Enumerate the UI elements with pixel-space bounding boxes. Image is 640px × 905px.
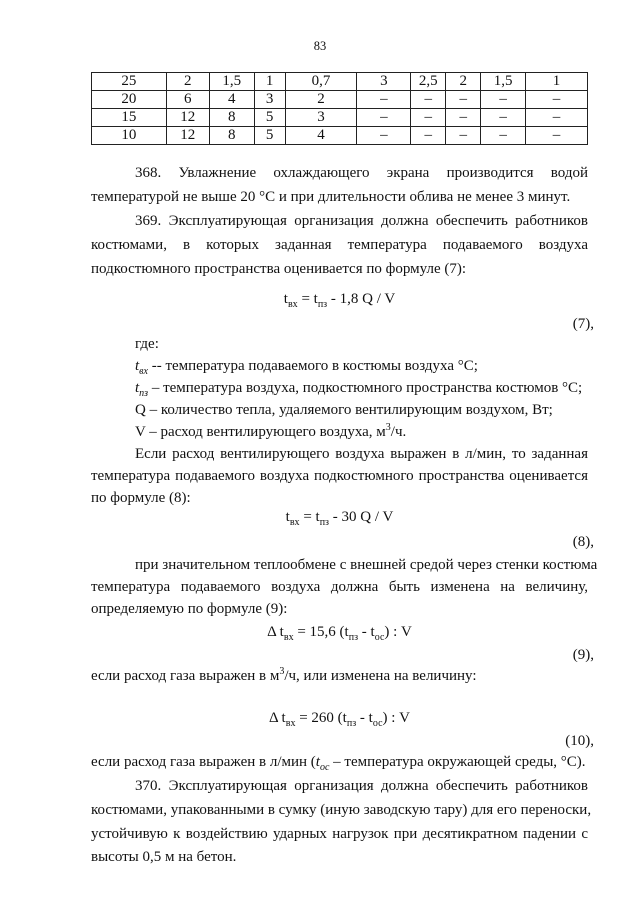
table-row [92, 109, 588, 127]
formula-10: Δ $t_{вх} = 260$ $(t_{пз} - t_{ос})$ : V [268, 710, 411, 729]
table-cell: 3 [254, 91, 285, 109]
table-cell: – [357, 109, 411, 127]
p-heat-line2: температура подаваемого воздуха должна быть изменена на величину, [91, 579, 588, 595]
table-cell: 3 [357, 73, 411, 91]
formula-8-number: (8), [572, 534, 594, 550]
data-table [91, 72, 588, 145]
formula-7: $t_{вх} = t_{пз} - 1,8$ Q / V [283, 291, 396, 310]
table-cell: 2 [446, 73, 481, 91]
table-cell: 25 [92, 73, 167, 91]
table-cell: 4 [285, 127, 357, 145]
where-label: где: [135, 336, 159, 352]
table-row [92, 127, 588, 145]
table-cell: – [446, 109, 481, 127]
p369-line3: подкостюмного пространства оценивается по формуле (7): [91, 261, 467, 277]
table-row [92, 73, 588, 91]
table-cell: 10 [92, 127, 167, 145]
table-cell: 6 [166, 91, 209, 109]
table-cell: 8 [209, 109, 254, 127]
formula-7-number: (7), [572, 316, 594, 332]
where-tpz: $t_{пз}$ – температура воздуха, подкостюмного пространства костюмов °С; [135, 380, 583, 399]
table-cell: – [357, 127, 411, 145]
table-cell: – [526, 91, 588, 109]
table-cell: – [446, 127, 481, 145]
table-cell: 1 [526, 73, 588, 91]
table-cell: 12 [166, 109, 209, 127]
formula-10-number: (10), [565, 733, 594, 749]
table-cell: – [481, 127, 526, 145]
table-cell: 2,5 [411, 73, 446, 91]
p-lmin2: если расход газа выражен в л/мин ($t_{ос}$ – температура окружающей среды, °С). [91, 754, 586, 773]
table-cell: – [411, 91, 446, 109]
table-cell: – [481, 91, 526, 109]
p369-line2: костюмами, в которых заданная температура подаваемого воздуха [91, 237, 588, 253]
table-cell: 1,5 [209, 73, 254, 91]
p370-line4: высоты 0,5 м на бетон. [91, 849, 237, 865]
p-heat-line1: при значительном теплообмене с внешней средой через стенки костюма [135, 557, 598, 573]
p370-line3: устойчивую к воздействию ударных нагрузок при десятикратном падении с [91, 826, 588, 842]
p-lmin-line2: температура подаваемого воздуха подкостюмного пространства оценивается [91, 468, 588, 484]
p368-line2: температурой не выше 20 °С и при длительности облива не менее 3 минут. [91, 189, 571, 205]
where-v: V – расход вентилирующего воздуха, $м^3/ч$. [135, 422, 407, 440]
table-cell: – [446, 91, 481, 109]
table-cell: 5 [254, 127, 285, 145]
table-cell: 1,5 [481, 73, 526, 91]
table-cell: – [411, 109, 446, 127]
table-cell: 0,7 [285, 73, 357, 91]
table-cell: 12 [166, 127, 209, 145]
p368-line1: 368. Увлажнение охлаждающего экрана производится водой [135, 165, 588, 181]
table-row [92, 91, 588, 109]
p369-line1: 369. Эксплуатирующая организация должна обеспечить работников [135, 213, 588, 229]
formula-9-number: (9), [572, 647, 594, 663]
table-cell: – [526, 109, 588, 127]
table-cell: 2 [166, 73, 209, 91]
table-cell: 4 [209, 91, 254, 109]
table-cell: – [411, 127, 446, 145]
table-cell: 8 [209, 127, 254, 145]
p-m3: если расход газа выражен в $м^3/ч$, или изменена на величину: [91, 666, 477, 684]
table-cell: 3 [285, 109, 357, 127]
p-lmin-line1: Если расход вентилирующего воздуха выражен в л/мин, то заданная [135, 446, 588, 462]
table-cell: 5 [254, 109, 285, 127]
table-cell: 15 [92, 109, 167, 127]
p370-line1: 370. Эксплуатирующая организация должна обеспечить работников [135, 778, 588, 794]
formula-9: Δ $t_{вх} = 15,6$ $(t_{пз} - t_{ос})$ : V [267, 624, 412, 643]
where-tvx: $t_{вх}$ -- температура подаваемого в костюмы воздуха °С; [135, 358, 478, 377]
table-cell: – [526, 127, 588, 145]
table-cell: – [481, 109, 526, 127]
table-cell: 2 [285, 91, 357, 109]
p370-line2: костюмами, упакованными в сумку (иную заводскую тару) для его переноски, [91, 802, 592, 818]
formula-8: $t_{вх} = t_{пз} - 30$ Q / V [285, 509, 394, 528]
p-heat-line3: определяемую по формуле (9): [91, 601, 288, 617]
table-cell: 1 [254, 73, 285, 91]
page-number: 83 [313, 39, 327, 53]
table-cell: – [357, 91, 411, 109]
table-cell: 20 [92, 91, 167, 109]
p-lmin-line3: по формуле (8): [91, 490, 191, 506]
where-q: Q – количество тепла, удаляемого вентилирующим воздухом, Вт; [135, 402, 553, 418]
